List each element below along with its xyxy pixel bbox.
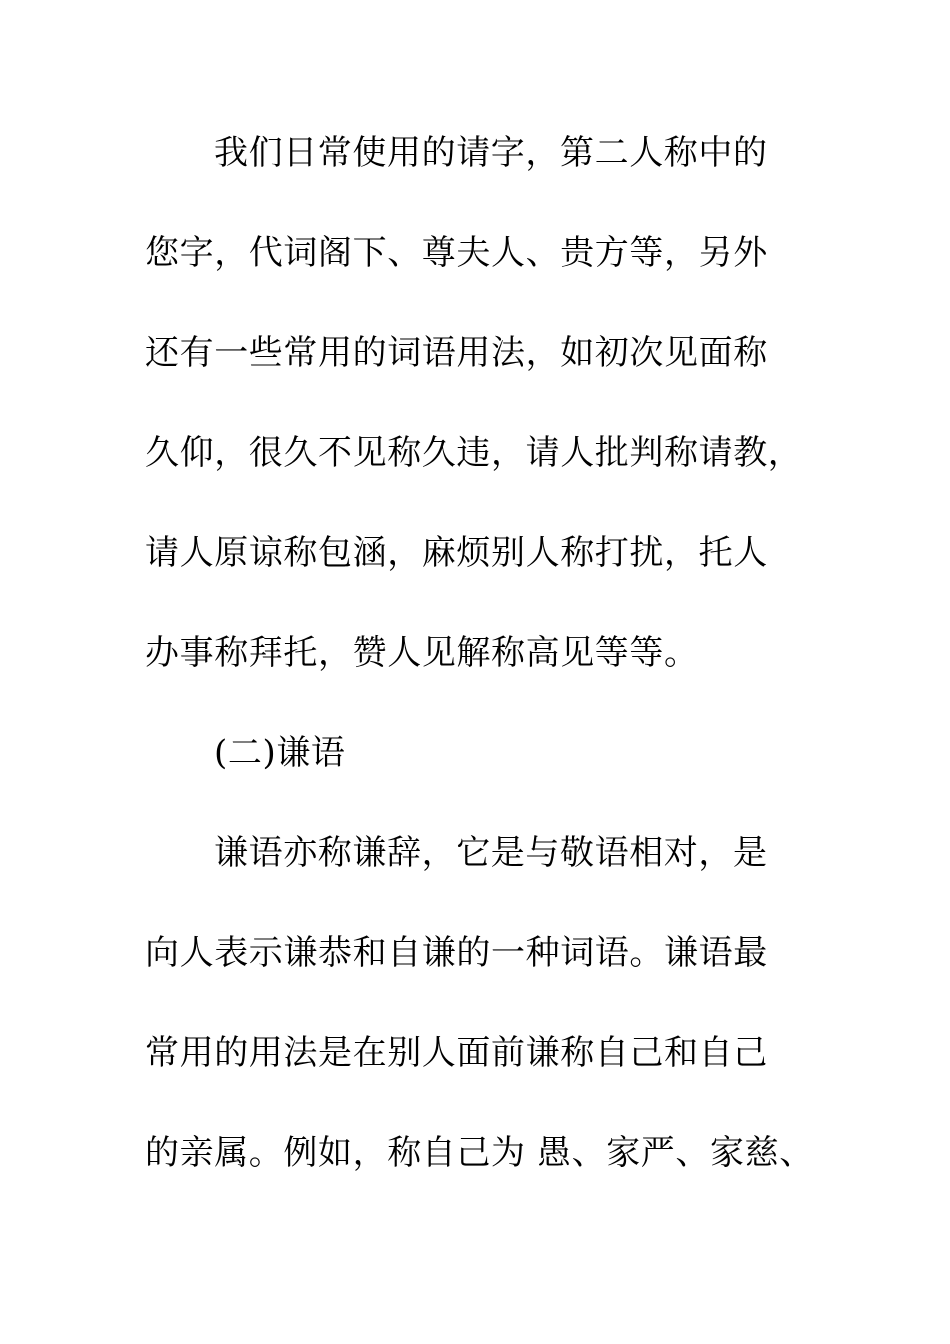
paragraph-line-8: 向人表示谦恭和自谦的一种词语。谦语最 — [145, 933, 768, 973]
paragraph-line-10: 的亲属。例如，称自己为 愚、家严、家慈、 — [145, 1133, 814, 1173]
paragraph-line-9: 常用的用法是在别人面前谦称自己和自己 — [145, 1033, 768, 1073]
paragraph-line-3: 还有一些常用的词语用法，如初次见面称 — [145, 333, 768, 373]
paragraph-line-4: 久仰，很久不见称久违，请人批判称请教， — [145, 433, 803, 473]
paragraph-line-2: 您字，代词阁下、尊夫人、贵方等，另外 — [145, 233, 768, 273]
section-heading: (二)谦语 — [214, 733, 346, 773]
paragraph-line-6: 办事称拜托，赞人见解称高见等等。 — [145, 633, 699, 673]
paragraph-line-5: 请人原谅称包涵，麻烦别人称打扰，托人 — [145, 533, 768, 573]
paragraph-line-1: 我们日常使用的请字，第二人称中的 — [214, 133, 768, 173]
paragraph-line-7: 谦语亦称谦辞，它是与敬语相对，是 — [214, 833, 768, 873]
